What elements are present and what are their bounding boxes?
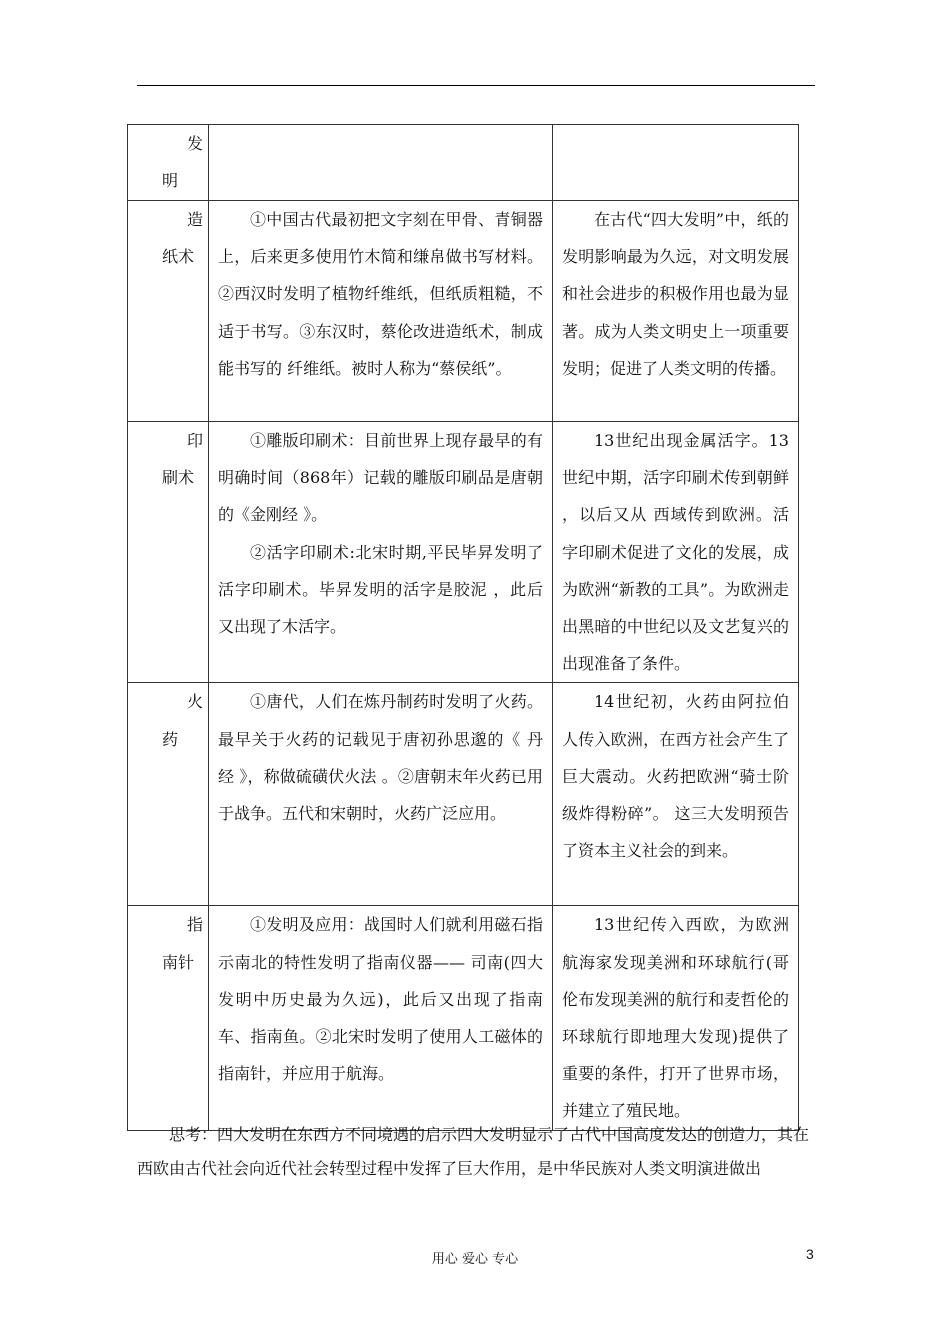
invention-name-cell bbox=[128, 201, 209, 422]
invention-name-cell bbox=[128, 125, 209, 201]
content-paragraph: ①发明及应用：战国时人们就利用磁石指示南北的特性发明了指南仪器—— 司南(四大发明中历史最为久远)，此后又出现了指南车、指南鱼。②北宋时发明了使用人工磁体的指南针，并应用于航海。 bbox=[218, 915, 543, 1084]
content-paragraph: ①中国古代最初把文字刻在甲骨、青铜器上，后来更多使用竹木简和缣帛做书写材料。②西汉时发明了植物纤维纸，但纸质粗糙，不适于书写。③东汉时，蔡伦改进造纸术，制成能书写的 纤维纸。被时人称为“蔡侯纸”。 bbox=[218, 210, 543, 378]
invention-name-line1: 印 bbox=[187, 431, 204, 450]
invention-name-line1: 造 bbox=[187, 210, 204, 229]
thinking-paragraph: 思考：四大发明在东西方不同境遇的启示四大发明显示了古代中国高度发达的创造力，其在西欧由古代社会向近代社会转型过程中发挥了巨大作用，是中华民族对人类文明演进做出 bbox=[137, 1125, 810, 1178]
table-row bbox=[128, 201, 799, 422]
content-header-cell bbox=[209, 125, 553, 201]
effect-paragraph: 13世纪出现金属活字。13世纪中期，活字印刷术传到朝鲜 ，以后又从 西域传到欧洲。活字印刷术促进了文化的发展，成为欧洲“新教的工具”。为欧洲走出黑暗的中世纪以及文艺复兴的出现准备了条件。 bbox=[562, 431, 789, 674]
header-rule bbox=[137, 85, 815, 86]
footer-motto: 用心 爱心 专心 bbox=[431, 1252, 519, 1267]
table-row bbox=[128, 422, 799, 683]
effect-paragraph: 14世纪初，火药由阿拉伯人传入欧洲，在西方社会产生了巨大震动。火药把欧洲“骑士阶级炸得粉碎”。 这三大发明预告了资本主义社会的到来。 bbox=[562, 692, 789, 861]
content-paragraph: ②活字印刷术:北宋时期,平民毕昇发明了活字印刷术。毕昇发明的活字是胶泥 ，此后又出现了木活字。 bbox=[218, 542, 543, 637]
invention-name-line2: 刷术 bbox=[162, 468, 195, 488]
table-header-row bbox=[128, 125, 799, 201]
effect-cell bbox=[553, 906, 799, 1130]
content-paragraph: ①唐代，人们在炼丹制药时发明了火药。最早关于火药的记载见于唐初孙思邈的《 丹经 》，称做硫磺伏火法 。②唐朝末年火药已用于战争。五代和宋朝时，火药广泛应用。 bbox=[218, 692, 543, 824]
invention-name-cell bbox=[128, 422, 209, 683]
page-number: 3 bbox=[806, 1246, 814, 1262]
content-cell bbox=[209, 201, 553, 422]
invention-name-line1: 发 bbox=[187, 134, 204, 153]
table-row bbox=[128, 683, 799, 906]
invention-name-cell bbox=[128, 906, 209, 1130]
invention-name-line2: 纸术 bbox=[162, 247, 195, 267]
effect-cell bbox=[553, 422, 799, 683]
table-row bbox=[128, 906, 799, 1130]
content-cell bbox=[209, 906, 553, 1130]
content-paragraph: ①雕版印刷术：目前世界上现存最早的有明确时间（868年）记载的雕版印刷品是唐朝的《金刚经 》。 bbox=[218, 431, 543, 525]
invention-name-line2: 药 bbox=[162, 729, 179, 749]
invention-name-line2: 南针 bbox=[162, 952, 195, 972]
content-cell bbox=[209, 422, 553, 683]
content-cell bbox=[209, 683, 553, 906]
invention-name-line1: 指 bbox=[187, 915, 204, 935]
effect-cell bbox=[553, 201, 799, 422]
effect-cell bbox=[553, 683, 799, 906]
invention-name-line1: 火 bbox=[187, 692, 204, 712]
inventions-table bbox=[127, 124, 799, 1131]
effect-paragraph: 在古代“四大发明”中，纸的发明影响最为久远，对文明发展和社会进步的积极作用也最为显著。成为人类文明史上一项重要发明；促进了人类文明的传播。 bbox=[562, 210, 789, 378]
effect-paragraph: 13世纪传入西欧，为欧洲航海家发现美洲和环球航行(哥伦布发现美洲的航行和麦哲伦的环球航行即地理大发现)提供了重要的条件，打开了世界市场，并建立了殖民地。 bbox=[562, 915, 789, 1121]
invention-name-cell bbox=[128, 683, 209, 906]
invention-name-line2: 明 bbox=[162, 171, 179, 191]
effect-header-cell bbox=[553, 125, 799, 201]
